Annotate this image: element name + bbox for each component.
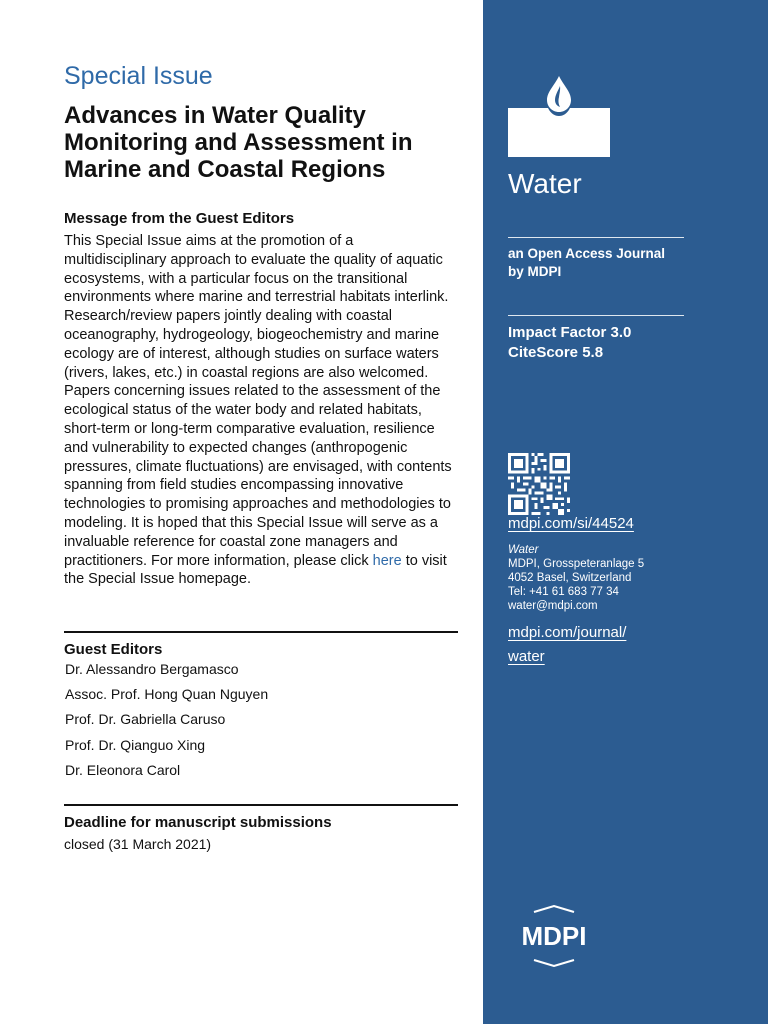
list-item: Dr. Alessandro Bergamasco <box>65 661 239 677</box>
list-item: Prof. Dr. Qianguo Xing <box>65 736 206 753</box>
list-item: Prof. Dr. Gabriella Caruso <box>65 711 226 728</box>
deadline-heading: Deadline for manuscript submissions <box>64 814 332 831</box>
journal-sidebar <box>483 0 768 1024</box>
message-heading: Message from the Guest Editors <box>64 210 295 227</box>
publisher-address <box>508 543 644 613</box>
journal-name: Water <box>508 168 582 199</box>
qr-code-icon[interactable] <box>508 453 570 515</box>
address-line: MDPI, Grosspeteranlage 5 <box>508 558 645 570</box>
message-body <box>64 232 459 589</box>
water-drop-icon <box>508 76 610 157</box>
journal-metrics <box>508 323 631 363</box>
journal-link-line: water <box>508 648 545 665</box>
list-item: Dr. Eleonora Carol <box>65 761 181 778</box>
journal-link-line: mdpi.com/journal/ <box>508 624 627 641</box>
divider <box>64 631 458 633</box>
message-text: This Special Issue aims at the promotion of a multidisciplinary approach to evaluate the quality of aquatic ecosystems, with a particular focus on the transitional environments where marine and terrestrial habitats interlink. Research/review papers jointly dealing with coastal oceanography, hydrogeology, biogeochemistry and marine ecology are of interest, although studies on surface waters (rivers, lakes, etc.) in coastal regions are also welcomed. Papers concerning issues related to the assessment of the ecological status of the water body and related habitats, short-term or long-term comparative evaluation, resilience and vulnerability to expected changes (anthropogenic pressures, climate fluctuations) are envisaged, with contents spanning from field studies encompassing innovative technologies to promising approaches and methodologies to modeling. It is hoped that this Special Issue will serve as a invaluable reference for coastal zone managers and practitioners. For more information, please click <box>64 233 452 569</box>
address-line: 4052 Basel, Switzerland <box>508 572 632 584</box>
guest-editors-list <box>65 659 268 785</box>
deadline-value: closed (31 March 2021) <box>64 836 212 852</box>
mdpi-logo-icon <box>508 905 600 967</box>
page-title: Advances in Water Quality Monitoring and Assessment in Marine and Coastal Regions <box>64 102 413 183</box>
journal-homepage-link[interactable] <box>508 621 626 669</box>
divider <box>64 804 458 806</box>
address-phone: Tel: +41 61 683 77 34 <box>508 586 619 598</box>
citescore: CiteScore 5.8 <box>508 344 604 361</box>
oa-line: an Open Access Journal <box>508 246 666 261</box>
message-tail: to visit the Special Issue homepage. <box>64 552 447 588</box>
oa-line: by MDPI <box>508 264 562 279</box>
special-issue-label: Special Issue <box>64 62 213 90</box>
mdpi-logo-text: MDPI <box>521 921 587 951</box>
address-journal: Water <box>508 544 539 556</box>
impact-factor: Impact Factor 3.0 <box>508 324 632 341</box>
list-item: Assoc. Prof. Hong Quan Nguyen <box>65 686 269 703</box>
special-issue-link[interactable]: mdpi.com/si/44524 <box>508 515 634 532</box>
divider <box>508 315 684 316</box>
open-access-label <box>508 245 665 281</box>
divider <box>508 237 684 238</box>
special-issue-homepage-link[interactable]: here <box>372 552 402 569</box>
address-email: water@mdpi.com <box>508 600 598 612</box>
guest-editors-heading: Guest Editors <box>64 641 163 658</box>
